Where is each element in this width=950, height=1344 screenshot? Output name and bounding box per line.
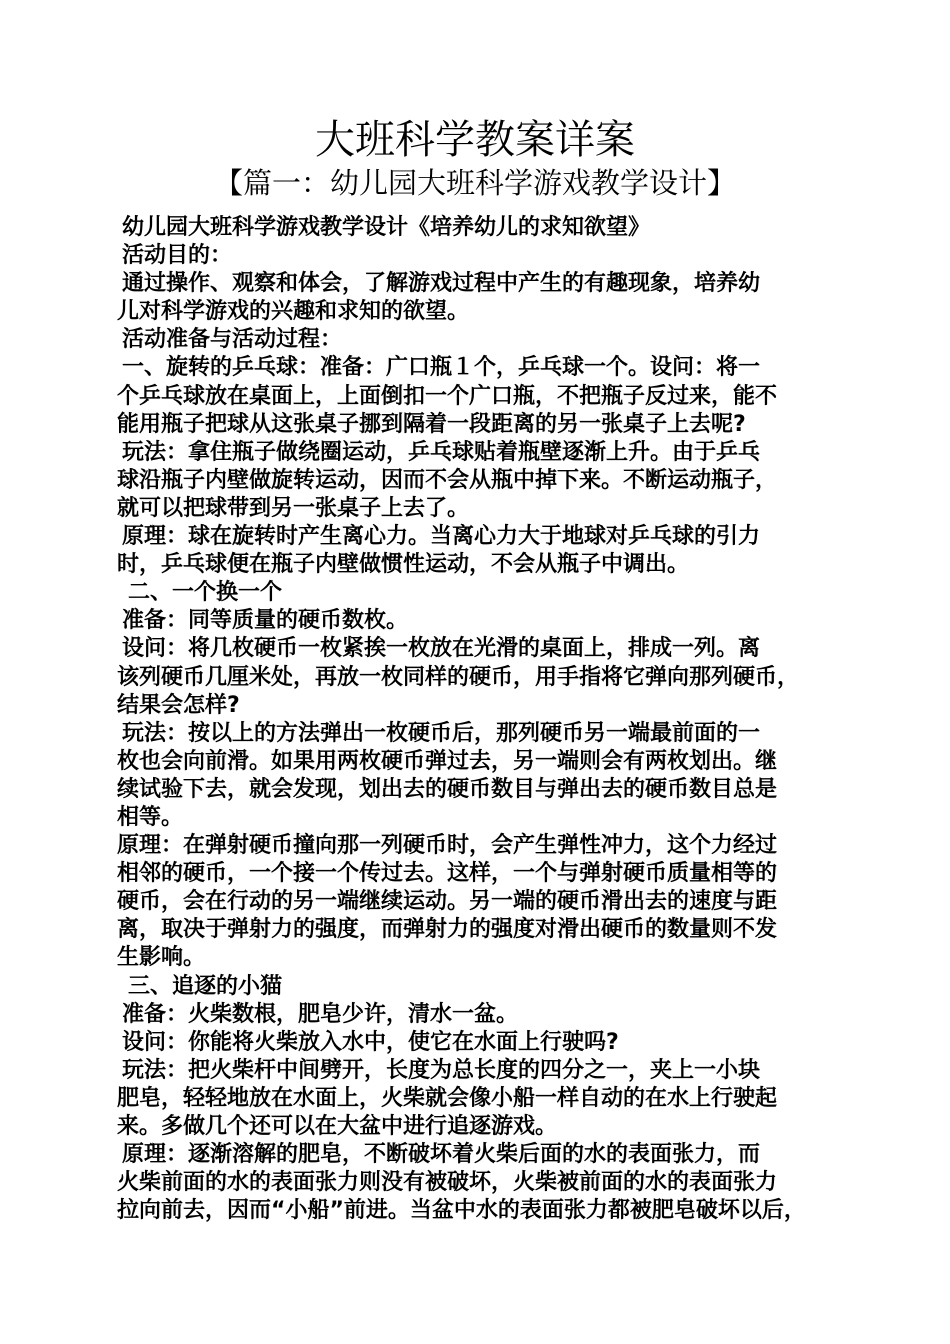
- body-text-line: 通过操作、观察和体会，了解游戏过程中产生的有趣现象，培养幼: [122, 271, 761, 297]
- body-text-line: 时，乒乓球便在瓶子内壁做惯性运动，不会从瓶子中调出。: [117, 552, 690, 578]
- body-text-line: 拉向前去，因而“小船”前进。当盆中水的表面张力都被肥皂破坏以后，: [117, 1198, 806, 1224]
- body-text-line: 设问：将几枚硬币一枚紧挨一枚放在光滑的桌面上，排成一列。离: [122, 636, 761, 662]
- body-text-line: 来。多做几个还可以在大盆中进行追逐游戏。: [117, 1114, 558, 1139]
- body-text-line: 设问：你能将火柴放入水中，使它在水面上行驶吗?: [122, 1029, 619, 1055]
- body-text-line: 玩法：按以上的方法弹出一枚硬币后，那列硬币另一端最前面的一: [122, 720, 761, 746]
- body-text-line: 准备：同等质量的硬币数枚。: [122, 608, 409, 634]
- body-text-line: 枚也会向前滑。如果用两枚硬币弹过去，另一端则会有两枚划出。继: [117, 748, 778, 774]
- body-text-line: 玩法：拿住瓶子做绕圈运动，乒乓球贴着瓶壁逐渐上升。由于乒乓: [122, 439, 761, 465]
- body-text-line: 一、旋转的乒乓球：准备：广口瓶１个，乒乓球一个。设问：将一: [122, 355, 761, 381]
- body-text-line: 能用瓶子把球从这张桌子挪到隔着一段距离的另一张桌子上去呢?: [117, 411, 746, 437]
- body-text-line: 结果会怎样?: [117, 692, 240, 718]
- body-text-line: 相邻的硬币，一个接一个传过去。这样，一个与弹射硬币质量相等的: [117, 861, 778, 887]
- body-text-line: 原理：球在旋转时产生离心力。当离心力大于地球对乒乓球的引力: [122, 524, 761, 550]
- body-text-line: 硬币，会在行动的另一端继续运动。另一端的硬币滑出去的速度与距: [117, 889, 778, 915]
- document-title: 大班科学教案详案: [315, 117, 635, 163]
- body-text-line: 活动目的：: [122, 243, 233, 269]
- document-subtitle: 【篇一：幼儿园大班科学游戏教学设计】: [213, 166, 736, 200]
- body-text-line: 准备：火柴数根，肥皂少许，清水一盆。: [122, 1001, 519, 1027]
- body-text-line: 就可以把球带到另一张桌子上去了。: [117, 495, 470, 521]
- body-text-line: 儿对科学游戏的兴趣和求知的欲望。: [117, 299, 470, 325]
- document-body: [117, 214, 847, 1225]
- body-text-line: 肥皂，轻轻地放在水面上，火柴就会像小船一样自动的在水上行驶起: [117, 1085, 778, 1111]
- body-text-line: 活动准备与活动过程：: [122, 327, 343, 353]
- body-text-line: 原理：逐渐溶解的肥皂，不断破坏着火柴后面的水的表面张力，而: [122, 1142, 761, 1168]
- body-text-line: 原理：在弹射硬币撞向那一列硬币时，会产生弹性冲力，这个力经过: [117, 833, 778, 859]
- body-text-line: 该列硬币几厘米处，再放一枚同样的硬币，用手指将它弹向那列硬币，: [117, 664, 800, 690]
- body-text-line: 离，取决于弹射力的强度，而弹射力的强度对滑出硬币的数量则不发: [117, 917, 778, 943]
- body-text-line: 生影响。: [117, 945, 206, 971]
- body-text-line: 二、一个换一个: [128, 580, 283, 606]
- body-text-line: 个乒乓球放在桌面上，上面倒扣一个广口瓶，不把瓶子反过来，能不: [117, 383, 778, 409]
- body-text-line: 火柴前面的水的表面张力则没有被破坏，火柴被前面的水的表面张力: [117, 1170, 778, 1196]
- body-text-line: 玩法：把火柴杆中间劈开，长度为总长度的四分之一，夹上一小块: [122, 1057, 761, 1083]
- body-text-line: 续试验下去，就会发现，划出去的硬币数目与弹出去的硬币数目总是: [117, 776, 778, 802]
- body-text-line: 球沿瓶子内壁做旋转运动，因而不会从瓶中掉下来。不断运动瓶子，: [117, 467, 778, 493]
- body-text-line: 幼儿园大班科学游戏教学设计《培养幼儿的求知欲望》: [122, 215, 651, 240]
- body-text-line: 三、追逐的小猫: [128, 973, 283, 999]
- body-text-line: 相等。: [117, 804, 184, 830]
